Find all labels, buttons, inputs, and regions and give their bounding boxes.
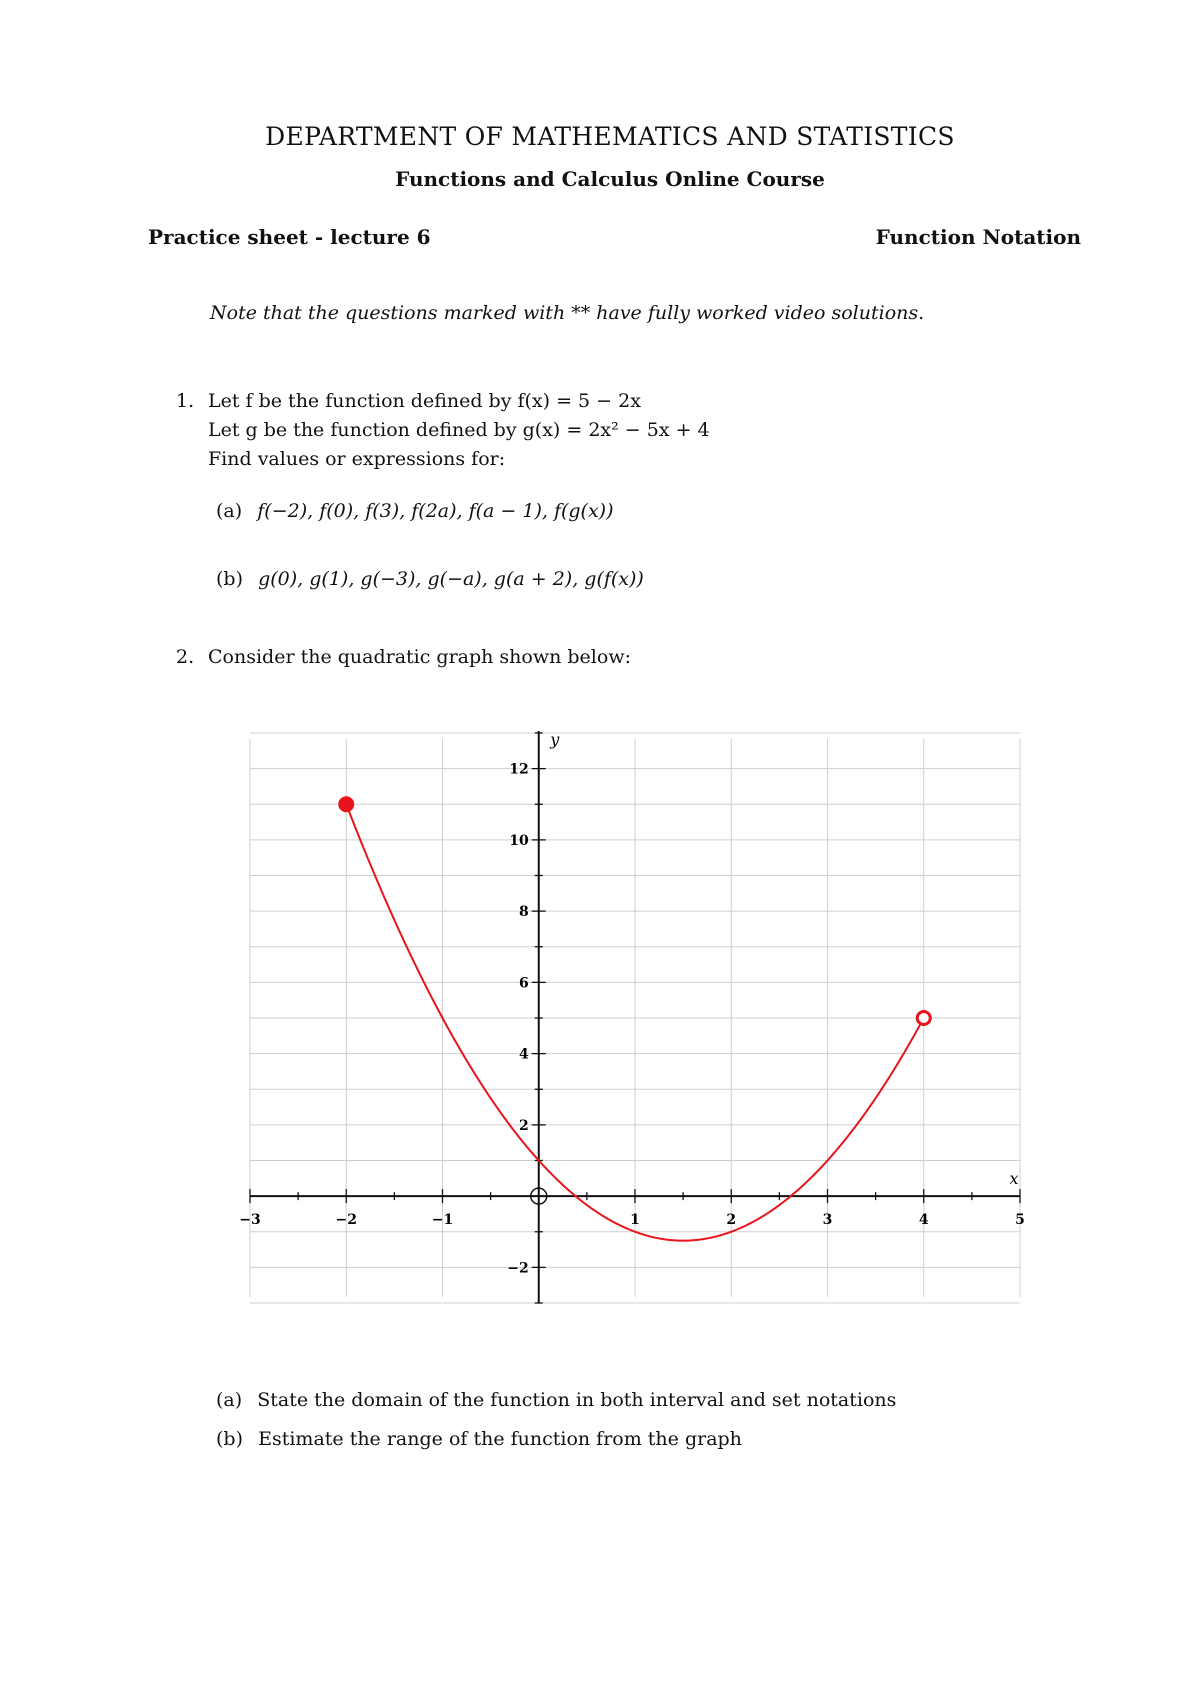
question-2-number: 2. — [176, 646, 195, 668]
question-1b-label: (b) — [216, 568, 243, 590]
y-tick-label: 2 — [519, 1117, 529, 1134]
x-tick-label: 1 — [630, 1212, 640, 1229]
x-tick-label: 5 — [1015, 1212, 1025, 1229]
question-1-line-3: Find values or expressions for: — [208, 448, 506, 470]
question-2-text: Consider the quadratic graph shown below: — [208, 646, 631, 668]
y-tick-label: 4 — [519, 1046, 529, 1063]
x-tick-label: −3 — [239, 1212, 261, 1229]
y-tick-label: 6 — [519, 975, 529, 992]
sheet-title: Practice sheet - lecture 6 — [148, 225, 431, 249]
question-1b-text: g(0), g(1), g(−3), g(−a), g(a + 2), g(f(x)) — [258, 568, 644, 590]
x-tick-label: 2 — [726, 1212, 737, 1229]
quadratic-graph — [235, 728, 1035, 1308]
x-tick-label: −2 — [335, 1212, 357, 1229]
y-tick-label: 12 — [509, 761, 529, 778]
question-2a-label: (a) — [216, 1389, 243, 1411]
question-2a-text: State the domain of the function in both interval and set notations — [257, 1389, 897, 1411]
video-solutions-note: Note that the questions marked with ** have fully worked video solutions. — [210, 302, 925, 324]
question-1-line-2: Let g be the function defined by g(x) = 2x² − 5x + 4 — [208, 419, 710, 441]
department-title: DEPARTMENT OF MATHEMATICS AND STATISTICS — [265, 122, 955, 151]
closed-endpoint — [339, 797, 353, 811]
question-1b — [216, 568, 644, 590]
y-axis-label: y — [550, 730, 560, 749]
question-2a — [216, 1389, 896, 1411]
y-tick-label: 10 — [509, 832, 529, 849]
question-1-number: 1. — [176, 390, 195, 412]
x-axis-label: x — [1009, 1169, 1019, 1189]
question-2b-text: Estimate the range of the function from the graph — [258, 1428, 742, 1450]
course-title: Functions and Calculus Online Course — [395, 167, 825, 191]
y-tick-label: 8 — [519, 904, 529, 921]
question-1a-label: (a) — [216, 500, 243, 522]
x-tick-label: 3 — [822, 1212, 833, 1229]
question-2b-label: (b) — [216, 1428, 243, 1450]
open-endpoint — [917, 1012, 930, 1025]
question-1a — [216, 500, 614, 522]
question-2b — [216, 1428, 742, 1450]
y-tick-label: −2 — [507, 1260, 529, 1277]
x-tick-label: 4 — [918, 1212, 929, 1229]
question-1-line-1: Let f be the function defined by f(x) = 5 − 2x — [208, 390, 641, 412]
topic-title: Function Notation — [875, 225, 1081, 249]
question-1a-text: f(−2), f(0), f(3), f(2a), f(a − 1), f(g(x)) — [257, 500, 614, 522]
x-tick-label: −1 — [431, 1212, 454, 1229]
